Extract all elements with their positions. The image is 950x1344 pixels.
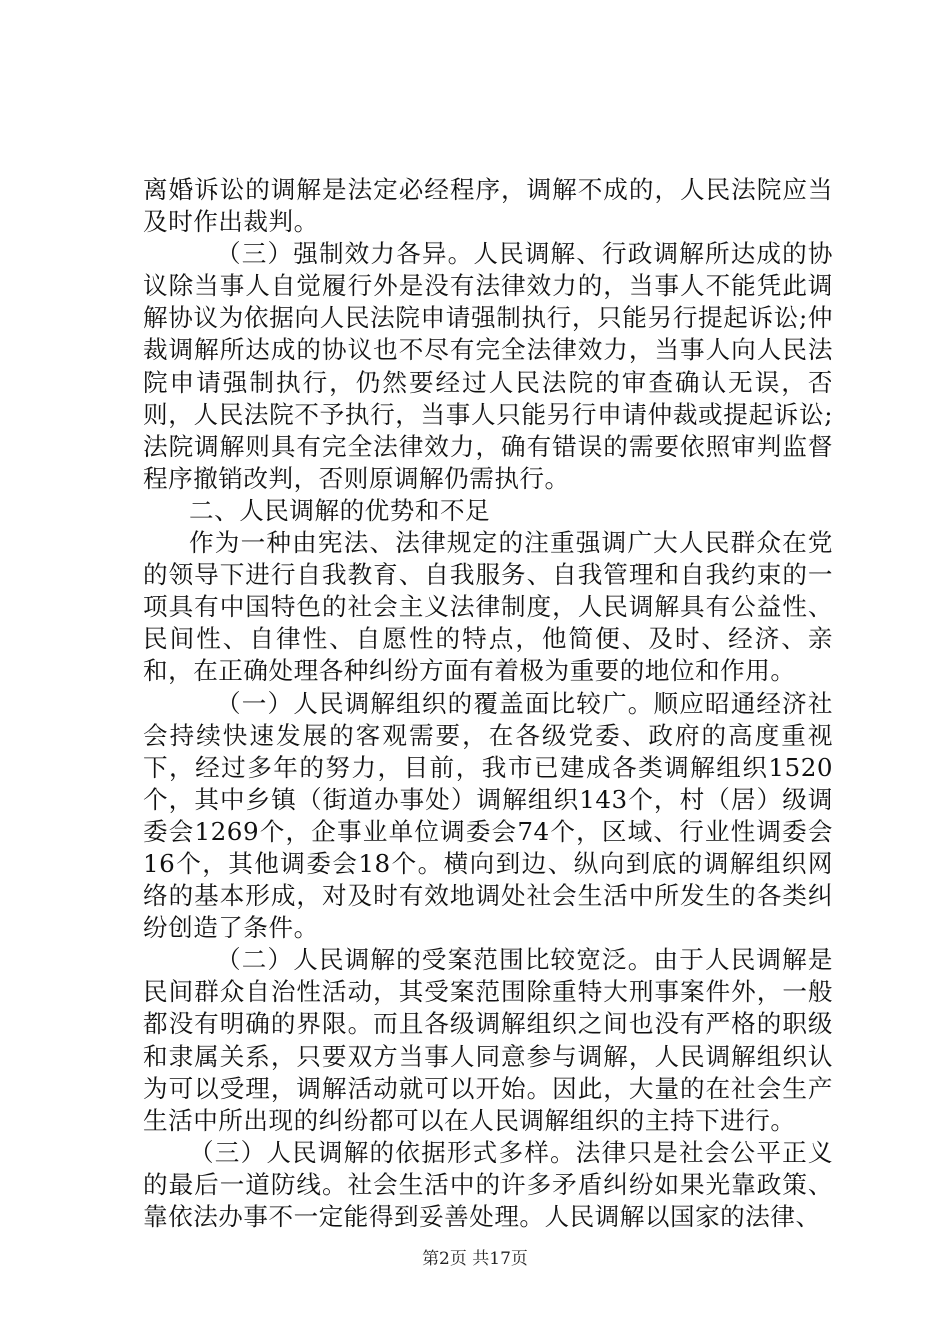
paragraph-enforcement-effect: （三）强制效力各异。人民调解、行政调解所达成的协议除当事人自觉履行外是没有法律效力的，当事人不能凭此调解协议为依据向人民法院申请强制执行，只能另行提起诉讼;仲裁调解所达成的协议也不尽有完全法律效力，当事人向人民法院申请强制执行，仍然要经过人民法院的审查确认无误，否则，人民法院不予执行，当事人只能另行申请仲裁或提起诉讼;法院调解则具有完全法律效力，确有错误的需要依照审判监督程序撤销改判，否则原调解仍需执行。 bbox=[143, 239, 833, 493]
paragraph-case-scope: （二）人民调解的受案范围比较宽泛。由于人民调解是民间群众自治性活动，其受案范围除重特大刑事案件外，一般都没有明确的界限。而且各级调解组织之间也没有严格的职级和隶属关系，只要双方当事人同意参与调解，人民调解组织认为可以受理，调解活动就可以开始。因此，大量的在社会生产生活中所出现的纠纷都可以在人民调解组织的主持下进行。 bbox=[143, 945, 833, 1135]
paragraph-basis-forms: （三）人民调解的依据形式多样。法律只是社会公平正义的最后一道防线。社会生活中的许多矛盾纠纷如果光靠政策、靠依法办事不一定能得到妥善处理。人民调解以国家的法律、 bbox=[143, 1137, 833, 1231]
paragraph-coverage: （一）人民调解组织的覆盖面比较广。顺应昭通经济社会持续快速发展的客观需要，在各级党委、政府的高度重视下，经过多年的努力，目前，我市已建成各类调解组织1520个，其中乡镇（街道办事处）调解组织143个，村（居）级调委会1269个，企事业单位调委会74个，区域、行业性调委会16个，其他调委会18个。横向到边、纵向到底的调解组织网络的基本形成，对及时有效地调处社会生活中所发生的各类纠纷创造了条件。 bbox=[143, 688, 833, 943]
section-heading: 二、人民调解的优势和不足 bbox=[189, 495, 491, 525]
paragraph-intro: 作为一种由宪法、法律规定的注重强调广大人民群众在党的领导下进行自我教育、自我服务、自我管理和自我约束的一项具有中国特色的社会主义法律制度，人民调解具有公益性、民间性、自律性、自愿性的特点，他简便、及时、经济、亲和，在正确处理各种纠纷方面有着极为重要的地位和作用。 bbox=[143, 528, 833, 686]
document-body bbox=[143, 174, 833, 1233]
page-number-footer: 第2页 共17页 bbox=[422, 1249, 528, 1269]
paragraph-continuation: 离婚诉讼的调解是法定必经程序，调解不成的，人民法院应当及时作出裁判。 bbox=[143, 175, 833, 237]
